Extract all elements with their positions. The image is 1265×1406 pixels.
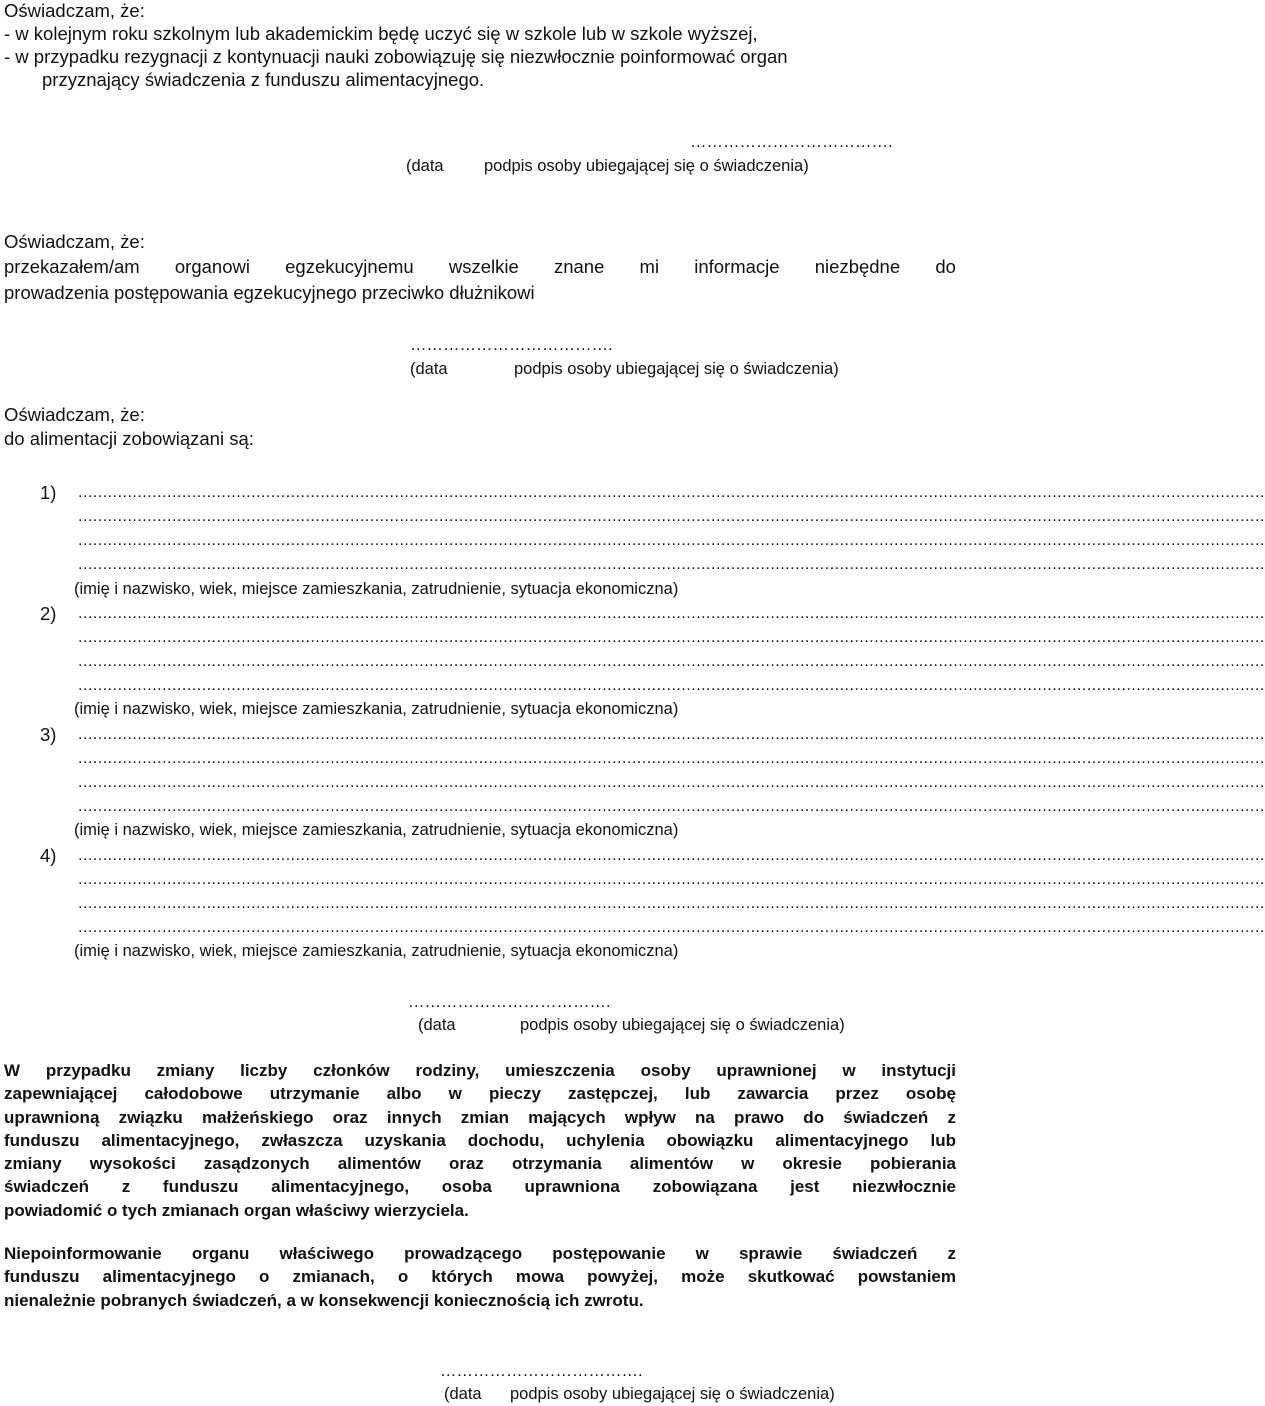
fill-line: ................................................................................................................................................................................................................................................ xyxy=(78,750,1265,767)
notice-line: powiadomić o tych zmianach organ właściwy wierzyciela. xyxy=(4,1200,469,1220)
signature-label: podpis osoby ubiegającej się o świadczenia) xyxy=(520,1016,845,1034)
word: informacje xyxy=(694,256,780,277)
notice-line: świadczeń z funduszu alimentacyjnego, osoba uprawniona zobowiązana jest niezwłocznie xyxy=(4,1177,956,1197)
entry-number: 2) xyxy=(40,603,57,624)
entry-caption: (imię i nazwisko, wiek, miejsce zamieszkania, zatrudnienie, sytuacja ekonomiczna) xyxy=(74,580,679,598)
entry-caption: (imię i nazwisko, wiek, miejsce zamieszkania, zatrudnienie, sytuacja ekonomiczna) xyxy=(74,700,679,718)
section3-heading: Oświadczam, że: xyxy=(4,404,145,425)
signature-dots: ………………………………. xyxy=(690,133,893,151)
fill-line: ................................................................................................................................................................................................................................................ xyxy=(78,774,1265,791)
word: niezbędne xyxy=(814,256,901,277)
date-label: (data xyxy=(418,1016,456,1034)
word: do xyxy=(935,256,956,277)
fill-line: ................................................................................................................................................................................................................................................ xyxy=(78,629,1265,646)
section3-subheading: do alimentacji zobowiązani są: xyxy=(4,428,254,449)
fill-line: ................................................................................................................................................................................................................................................ xyxy=(78,919,1265,936)
entry-number: 3) xyxy=(40,724,57,745)
notice-line: Niepoinformowanie organu właściwego prowadzącego postępowanie w sprawie świadczeń z xyxy=(4,1244,956,1263)
word: przekazałem/am xyxy=(4,256,140,277)
notice-line: W przypadku zmiany liczby członków rodziny, umieszczenia osoby uprawnionej w instytucji xyxy=(4,1061,956,1080)
word: mi xyxy=(639,256,660,277)
fill-line: ................................................................................................................................................................................................................................................ xyxy=(78,508,1265,525)
section2-line-1 xyxy=(4,256,956,278)
fill-line: ................................................................................................................................................................................................................................................ xyxy=(78,677,1265,694)
section1-item-1: - w kolejnym roku szkolnym lub akademickim będę uczyć się w szkole lub w szkole wyższej, xyxy=(4,23,758,44)
entry-caption: (imię i nazwisko, wiek, miejsce zamieszkania, zatrudnienie, sytuacja ekonomiczna) xyxy=(74,821,679,839)
entry-number: 4) xyxy=(40,845,57,866)
word: wszelkie xyxy=(448,256,519,277)
fill-line: ................................................................................................................................................................................................................................................ xyxy=(78,895,1265,912)
notice-line: nienależnie pobranych świadczeń, a w konsekwencji koniecznością ich zwrotu. xyxy=(4,1290,644,1310)
section2-line-2: prowadzenia postępowania egzekucyjnego przeciwko dłużnikowi xyxy=(4,282,535,303)
signature-dots: ………………………………. xyxy=(410,336,613,354)
fill-line: ................................................................................................................................................................................................................................................ xyxy=(78,847,1265,864)
notice-paragraph-2 xyxy=(4,1242,956,1312)
fill-line: ................................................................................................................................................................................................................................................ xyxy=(78,653,1265,670)
section1-item-2-continued: przyznający świadczenia z funduszu alimentacyjnego. xyxy=(42,69,485,90)
word: znane xyxy=(553,256,605,277)
fill-line: ................................................................................................................................................................................................................................................ xyxy=(78,798,1265,815)
word: egzekucyjnemu xyxy=(285,256,414,277)
signature-dots: ………………………………. xyxy=(408,993,611,1011)
fill-line: ................................................................................................................................................................................................................................................ xyxy=(78,484,1265,501)
section1-item-2: - w przypadku rezygnacji z kontynuacji nauki zobowiązuję się niezwłocznie poinformować organ xyxy=(4,46,788,67)
signature-dots: ………………………………. xyxy=(440,1362,643,1380)
fill-line: ................................................................................................................................................................................................................................................ xyxy=(78,605,1265,622)
notice-line: uprawnioną związku małżeńskiego oraz innych zmian mających wpływ na prawo do świadczeń z xyxy=(4,1107,956,1127)
notice-line: zmiany wysokości zasądzonych alimentów oraz otrzymania alimentów w okresie pobierania xyxy=(4,1154,956,1174)
section1-heading: Oświadczam, że: xyxy=(4,0,145,21)
date-label: (data xyxy=(444,1385,482,1403)
word: organowi xyxy=(174,256,250,277)
date-label: (data xyxy=(406,157,444,175)
fill-line: ................................................................................................................................................................................................................................................ xyxy=(78,532,1265,549)
fill-line: ................................................................................................................................................................................................................................................ xyxy=(78,726,1265,743)
fill-line: ................................................................................................................................................................................................................................................ xyxy=(78,556,1265,573)
date-label: (data xyxy=(410,360,448,378)
entry-caption: (imię i nazwisko, wiek, miejsce zamieszkania, zatrudnienie, sytuacja ekonomiczna) xyxy=(74,942,679,960)
notice-line: zapewniającej całodobowe utrzymanie albo w pieczy zastępczej, lub zawarcia przez osobę xyxy=(4,1084,956,1104)
signature-label: podpis osoby ubiegającej się o świadczenia) xyxy=(514,360,839,378)
signature-label: podpis osoby ubiegającej się o świadczenia) xyxy=(484,157,809,175)
signature-label: podpis osoby ubiegającej się o świadczenia) xyxy=(510,1385,835,1403)
notice-line: funduszu alimentacyjnego o zmianach, o których mowa powyżej, może skutkować powstaniem xyxy=(4,1267,956,1287)
section2-heading: Oświadczam, że: xyxy=(4,231,145,252)
entry-number: 1) xyxy=(40,482,57,503)
notice-line: funduszu alimentacyjnego, zwłaszcza uzyskania dochodu, uchylenia obowiązku alimentacyjnego lub xyxy=(4,1130,956,1150)
notice-paragraph-1 xyxy=(4,1059,956,1222)
fill-line: ................................................................................................................................................................................................................................................ xyxy=(78,871,1265,888)
